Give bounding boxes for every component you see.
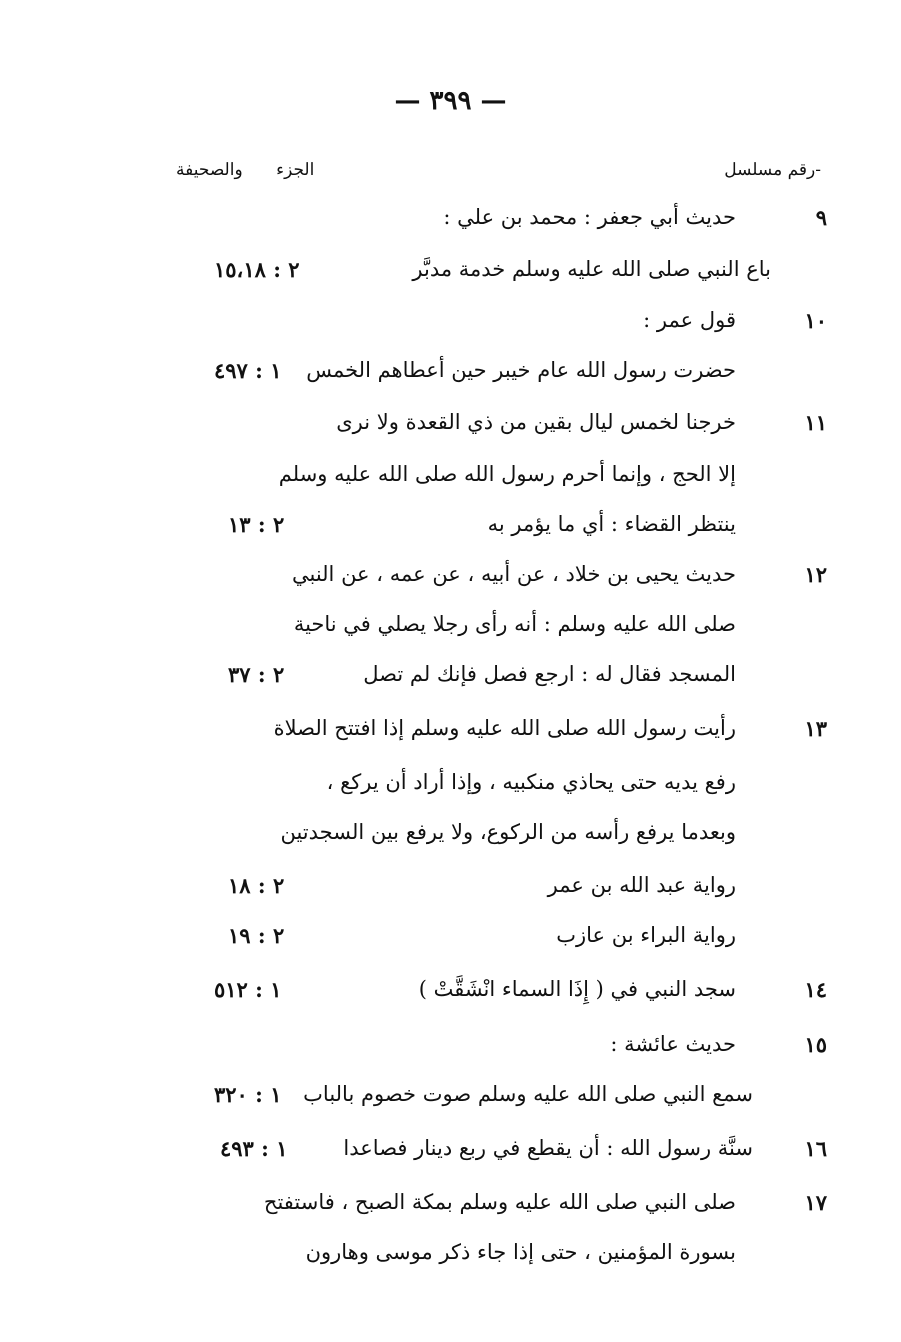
volume-page-reference: ٢ : ١٥،١٨ — [214, 257, 300, 282]
serial-number: ١٥ — [804, 1032, 827, 1057]
index-line — [0, 257, 901, 293]
serial-number: ١٠ — [804, 308, 827, 333]
index-line — [0, 1190, 901, 1226]
entry-text: رواية البراء بن عازب — [556, 923, 736, 947]
serial-number: ١٣ — [804, 716, 827, 741]
serial-number: ١١ — [804, 410, 827, 435]
volume-page-reference: ٢ : ٣٧ — [228, 662, 285, 687]
entry-text: ينتظر القضاء : أي ما يؤمر به — [487, 512, 736, 536]
serial-number: ١٤ — [804, 977, 827, 1002]
volume-page-reference: ١ : ٤٩٣ — [220, 1136, 288, 1161]
serial-number: ١٦ — [804, 1136, 827, 1161]
index-line — [0, 462, 901, 498]
page-number: — ٣٩٩ — — [394, 86, 507, 116]
entry-text: رفع يديه حتى يحاذي منكبيه ، وإذا أراد أن يركع ، — [326, 770, 736, 794]
index-line — [0, 205, 901, 241]
serial-number: ٩ — [815, 205, 827, 230]
volume-page-reference: ٢ : ١٨ — [228, 873, 285, 898]
volume-page-reference: ١ : ٥١٢ — [214, 977, 282, 1002]
entry-text: إلا الحج ، وإنما أحرم رسول الله صلى الله عليه وسلم — [278, 462, 736, 486]
entry-text: سجد النبي في ( إِذَا السماء انْشَقَّتْ ) — [418, 977, 736, 1001]
entry-text: باع النبي صلى الله عليه وسلم خدمة مدبَّر — [412, 257, 771, 281]
part-page-column-header: الجزء والصحيفة — [176, 160, 315, 180]
index-line — [0, 820, 901, 856]
serial-number: ١٧ — [804, 1190, 827, 1215]
index-line — [0, 770, 901, 806]
entry-text: حديث أبي جعفر : محمد بن علي : — [443, 205, 736, 229]
index-line — [0, 612, 901, 648]
entry-text: المسجد فقال له : ارجع فصل فإنك لم تصل — [363, 662, 736, 686]
volume-page-reference: ١ : ٤٩٧ — [214, 358, 282, 383]
entry-text: رأيت رسول الله صلى الله عليه وسلم إذا افتتح الصلاة — [273, 716, 736, 740]
entry-text: حديث عائشة : — [610, 1032, 736, 1056]
index-line — [0, 1136, 901, 1172]
index-line — [0, 410, 901, 446]
entry-text: صلى الله عليه وسلم : أنه رأى رجلا يصلي في ناحية — [293, 612, 736, 636]
entry-text: وبعدما يرفع رأسه من الركوع، ولا يرفع بين السجدتين — [280, 820, 736, 844]
entry-text: حديث يحيى بن خلاد ، عن أبيه ، عن عمه ، عن النبي — [291, 562, 736, 586]
index-line — [0, 716, 901, 752]
index-line — [0, 1240, 901, 1276]
entry-text: صلى النبي صلى الله عليه وسلم بمكة الصبح ، فاستفتح — [263, 1190, 736, 1214]
entry-text: بسورة المؤمنين ، حتى إذا جاء ذكر موسى وهارون — [305, 1240, 736, 1264]
serial-number-column-header: -رقم مسلسل — [724, 160, 821, 180]
entry-text: سمع النبي صلى الله عليه وسلم صوت خصوم بالباب — [303, 1082, 753, 1106]
volume-page-reference: ١ : ٣٢٠ — [214, 1082, 282, 1107]
index-line — [0, 1032, 901, 1068]
index-line — [0, 923, 901, 959]
index-line — [0, 512, 901, 548]
index-line — [0, 873, 901, 909]
index-line — [0, 358, 901, 394]
entry-text: قول عمر : — [643, 308, 736, 332]
index-line — [0, 662, 901, 698]
index-line — [0, 1082, 901, 1118]
index-line — [0, 977, 901, 1013]
index-line — [0, 308, 901, 344]
volume-page-reference: ٢ : ١٣ — [228, 512, 285, 537]
volume-page-reference: ٢ : ١٩ — [228, 923, 285, 948]
index-line — [0, 562, 901, 598]
entry-text: رواية عبد الله بن عمر — [547, 873, 736, 897]
entry-text: حضرت رسول الله عام خيبر حين أعطاهم الخمس — [306, 358, 736, 382]
entry-text: سنَّة رسول الله : أن يقطع في ربع دينار فصاعدا — [343, 1136, 753, 1160]
serial-number: ١٢ — [804, 562, 827, 587]
entry-text: خرجنا لخمس ليال بقين من ذي القعدة ولا نرى — [336, 410, 736, 434]
